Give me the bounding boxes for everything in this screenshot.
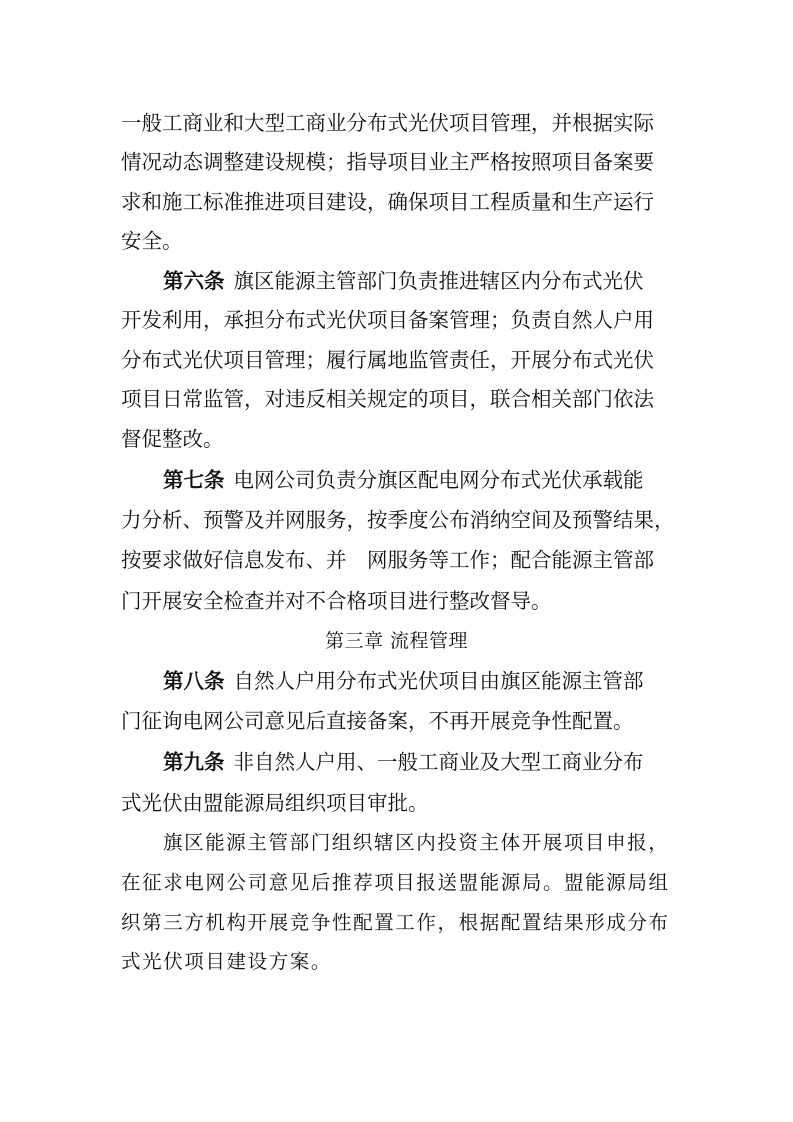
paragraph-line: 分布式光伏项目管理；履行属地监管责任，开展分布式光伏 — [121, 348, 654, 372]
article-6-title: 第六条 — [163, 269, 225, 293]
article-7-first-line — [163, 466, 681, 494]
article-6-text: 旗区能源主管部门负责推进辖区内分布式光伏 — [233, 269, 644, 293]
paragraph-line: 式光伏项目建设方案。 — [121, 950, 333, 973]
paragraph-line: 门开展安全检查并对不合格项目进行整改督导。 — [121, 589, 552, 613]
paragraph-line: 情况动态调整建设规模；指导项目业主严格按照项目备案要 — [121, 150, 654, 174]
paragraph-line: 项目日常监管，对违反相关规定的项目，联合相关部门依法 — [121, 387, 654, 411]
paragraph-line: 开发利用，承担分布式光伏项目备案管理；负责自然人户用 — [121, 308, 654, 332]
paragraph-line: 督促整改。 — [121, 427, 224, 451]
paragraph-line: 门征询电网公司意见后直接备案，不再开展竞争性配置。 — [121, 709, 634, 733]
paragraph-line: 力分析、预警及并网服务，按季度公布消纳空间及预警结果， — [121, 508, 675, 532]
paragraph-line: 安全。 — [121, 229, 183, 253]
article-9-first-line — [163, 748, 681, 776]
paragraph-line: 织第三方机构开展竞争性配置工作，根据配置结果形成分布 — [121, 911, 670, 934]
article-6-first-line — [163, 267, 681, 295]
article-9-text: 非自然人户用、一般工商业及大型工商业分布 — [233, 750, 644, 774]
paragraph-line: 式光伏由盟能源局组织项目审批。 — [121, 791, 429, 815]
article-7-title: 第七条 — [163, 468, 225, 492]
paragraph-line: 求和施工标准推进项目建设，确保项目工程质量和生产运行 — [121, 190, 654, 214]
article-8-text: 自然人户用分布式光伏项目由旗区能源主管部 — [233, 669, 644, 693]
paragraph-line: 一般工商业和大型工商业分布式光伏项目管理，并根据实际 — [121, 111, 654, 135]
paragraph-first-line: 旗区能源主管部门组织辖区内投资主体开展项目申报， — [163, 831, 670, 854]
article-9-title: 第九条 — [163, 750, 225, 774]
paragraph-line: 按要求做好信息发布、并 网服务等工作；配合能源主管部 — [121, 548, 654, 572]
paragraph-line: 在征求电网公司意见后推荐项目报送盟能源局。盟能源局组 — [121, 871, 670, 894]
chapter-heading: 第三章 流程管理 — [324, 630, 469, 652]
article-7-text: 电网公司负责分旗区配电网分布式光伏承载能 — [233, 468, 644, 492]
article-8-first-line — [163, 667, 681, 695]
article-8-title: 第八条 — [163, 669, 225, 693]
